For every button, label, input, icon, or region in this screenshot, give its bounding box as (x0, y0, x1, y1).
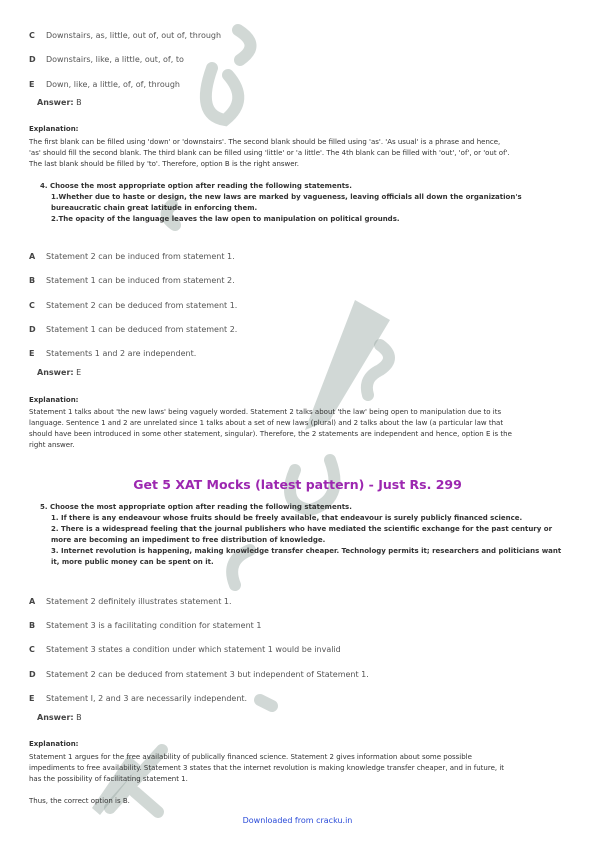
answer-label: Answer: (37, 98, 74, 107)
explanation-line: right answer. (29, 441, 75, 449)
explanation-line: 'as' should fill the second blank. The third blank can be filled using 'little' or 'a little'. The 4th blank can be filled with 'out', 'of', or 'out of'. (29, 149, 510, 157)
statement-line: 2. There is a widespread feeling that the journal publishers who have mediated the scientific exchange for the past century or (51, 525, 553, 533)
statement-line: 1. If there is any endeavour whose fruits should be freely available, that endeavour is surely publicly financed science. (51, 514, 523, 522)
q4-explanation-heading: Explanation: (29, 396, 79, 404)
option-letter: D (29, 55, 36, 64)
q5-option-c[interactable] (29, 645, 341, 654)
explanation-line: Statement 1 talks about 'the new laws' being vaguely worded. Statement 2 talks about 'the law' being open to manipulation due to its (29, 408, 502, 416)
q4-question (40, 181, 570, 225)
statement-line: 3. Internet revolution is happening, making knowledge transfer cheaper. Technology permits it; researchers and politicians want (51, 547, 562, 555)
option-text: Statement 1 can be induced from statement 2. (46, 276, 235, 285)
statement-line: 1.Whether due to haste or design, the new laws are marked by vagueness, leaving officials all down the organization's (51, 193, 522, 201)
q4-answer (37, 368, 81, 377)
explanation-line: The last blank should be filled by 'to'. Therefore, option B is the right answer. (29, 160, 300, 168)
answer-value: B (76, 98, 82, 107)
q4-option-d[interactable] (29, 325, 237, 334)
option-text: Down, like, a little, of, of, through (46, 80, 180, 89)
question-text: Choose the most appropriate option after reading the following statements. (49, 182, 352, 190)
explanation-line: The first blank can be filled using 'down' or 'downstairs'. The second blank should be filled using 'as'. 'As usual' is a phrase and hence, (29, 138, 501, 146)
explanation-line: impediments to free availability. Statement 3 states that the internet revolution is making knowledge transfer cheaper, and in future, it (29, 764, 505, 772)
question-text: Choose the most appropriate option after reading the following statements. (49, 503, 352, 511)
q5-explanation-heading: Explanation: (29, 740, 79, 748)
explanation-line: has the possibility of facilitating statement 1. (29, 775, 188, 783)
q4-explanation (29, 407, 569, 451)
q4-option-b[interactable] (29, 276, 235, 285)
option-text: Statement 2 can be deduced from statement 1. (46, 301, 238, 310)
option-text: Downstairs, like, a little, out, of, to (46, 55, 184, 64)
statement-line: it, more public money can be spent on it. (51, 558, 214, 566)
q3-option-d[interactable] (29, 55, 184, 64)
q3-explanation-heading: Explanation: (29, 125, 79, 133)
q5-option-d[interactable] (29, 670, 369, 679)
option-text: Statements 1 and 2 are independent. (46, 349, 197, 358)
answer-value: E (76, 368, 82, 377)
option-letter: B (29, 276, 36, 285)
question-number: 5. (40, 503, 48, 511)
option-letter: C (29, 645, 35, 654)
option-letter: C (29, 301, 35, 310)
q5-option-b[interactable] (29, 621, 261, 630)
q3-answer (37, 98, 82, 107)
explanation-line: language. Sentence 1 and 2 are unrelated since 1 talks about a set of new laws (plural) and 2 talks about the law (a particular law that (29, 419, 504, 427)
explanation-line: should have been introduced in some other statement, singular). Therefore, the 2 statements are independent and hence, option E is the (29, 430, 512, 438)
q3-option-e[interactable] (29, 80, 180, 89)
question-number: 4. (40, 182, 48, 190)
option-letter: B (29, 621, 36, 630)
option-text: Statement 2 can be deduced from statement 3 but independent of Statement 1. (46, 670, 369, 679)
q4-option-a[interactable] (29, 252, 235, 261)
statement-line: bureaucratic chain great latitude in enforcing them. (51, 204, 258, 212)
q4-option-c[interactable] (29, 301, 237, 310)
option-letter: E (29, 80, 35, 89)
q5-option-e[interactable] (29, 694, 247, 703)
answer-value: B (76, 713, 82, 722)
option-text: Statement 3 states a condition under which statement 1 would be invalid (46, 645, 341, 654)
q5-answer (37, 713, 82, 722)
promo-link[interactable]: Get 5 XAT Mocks (latest pattern) - Just Rs. 299 (133, 477, 462, 492)
option-text: Statement 2 definitely illustrates statement 1. (46, 597, 232, 606)
option-text: Statement I, 2 and 3 are necessarily independent. (46, 694, 248, 703)
option-letter: E (29, 694, 35, 703)
option-text: Downstairs, as, little, out of, out of, through (46, 31, 222, 40)
option-letter: A (29, 597, 36, 606)
option-text: Statement 2 can be induced from statement 1. (46, 252, 235, 261)
option-letter: A (29, 252, 36, 261)
option-text: Statement 1 can be deduced from statement 2. (46, 325, 238, 334)
option-letter: C (29, 31, 35, 40)
explanation-line: Statement 1 argues for the free availability of publically financed science. Statement 2 gives information about some possible (29, 753, 472, 761)
option-letter: D (29, 670, 36, 679)
statement-line: more are becoming an impediment to free distribution of knowledge. (51, 536, 326, 544)
footer-download-link[interactable]: Downloaded from cracku.in (242, 816, 353, 825)
q5-option-a[interactable] (29, 597, 232, 606)
q5-conclusion: Thus, the correct option is B. (29, 797, 130, 805)
q3-option-c[interactable] (29, 31, 221, 40)
statement-line: 2.The opacity of the language leaves the law open to manipulation on political grounds. (51, 215, 400, 223)
q4-option-e[interactable] (29, 349, 196, 358)
answer-label: Answer: (37, 368, 74, 377)
answer-label: Answer: (37, 713, 74, 722)
q3-explanation (29, 137, 569, 170)
option-text: Statement 3 is a facilitating condition for statement 1 (46, 621, 262, 630)
option-letter: D (29, 325, 36, 334)
q5-question (40, 502, 570, 568)
q5-explanation (29, 752, 569, 785)
option-letter: E (29, 349, 35, 358)
